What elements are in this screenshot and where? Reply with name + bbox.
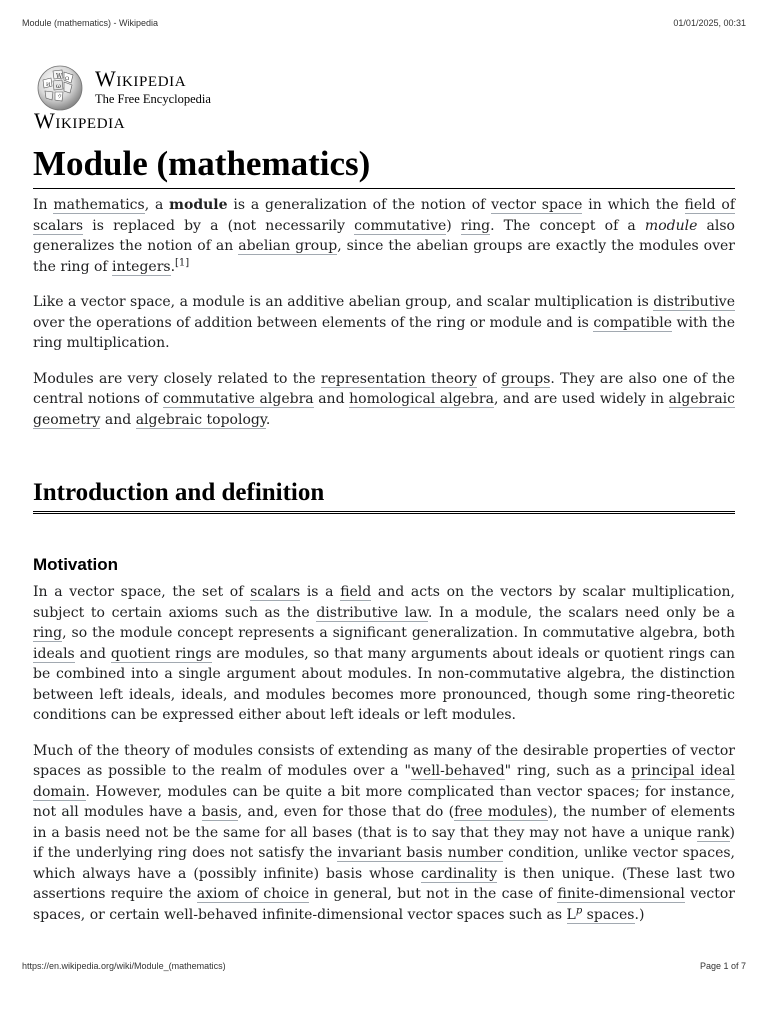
article-content: [33, 142, 735, 940]
print-datetime: 01/01/2025, 00:31: [673, 18, 746, 28]
link-lp-spaces[interactable]: $L^p$ spaces: [566, 904, 635, 923]
link-commutative[interactable]: commutative: [354, 217, 447, 234]
print-header: [22, 18, 746, 28]
link-commutative-algebra[interactable]: commutative algebra: [162, 391, 314, 407]
page-title: Module (mathematics): [33, 142, 735, 189]
lead-paragraph-3: Modules are very closely related to the representation theory of groups. They are also one of the central notions of commutative algebra and homological algebra, and are used widely in algebraic geometry and algebraic topology.: [33, 370, 735, 428]
link-quotient-rings[interactable]: quotient rings: [110, 645, 212, 662]
link-distributive[interactable]: distributive: [653, 294, 735, 310]
link-mathematics[interactable]: mathematics: [53, 197, 145, 213]
link-basis[interactable]: basis: [201, 804, 238, 820]
svg-text:W: W: [56, 73, 63, 80]
link-finite-dimensional[interactable]: finite-dimensional: [557, 886, 685, 902]
link-compatible[interactable]: compatible: [593, 314, 673, 331]
link-abelian-group[interactable]: abelian group: [238, 238, 338, 254]
link-groups[interactable]: groups: [501, 370, 551, 387]
svg-text:И: И: [46, 82, 51, 88]
italic-term-module: module: [644, 217, 698, 234]
wikipedia-tagline: The Free Encyclopedia: [95, 92, 211, 107]
link-vector-space[interactable]: vector space: [491, 197, 583, 213]
print-url: https://en.wikipedia.org/wiki/Module_(mathematics): [22, 961, 226, 971]
link-algebraic-geometry[interactable]: algebraic geometry: [33, 391, 735, 428]
link-field[interactable]: field: [340, 584, 372, 600]
wikipedia-globe-icon: [33, 62, 89, 112]
link-axiom-of-choice[interactable]: axiom of choice: [196, 886, 310, 902]
motivation-paragraph-2: Much of the theory of modules consists of extending as many of the desirable properties of vector spaces as possible to the realm of modules over a "well-behaved" ring, such as a principal ideal domain. However, modules can be quite a bit more complicated than vector spaces; for instance, not all modules have a basis, and, even for those that do (free modules), the number of elements in a basis need not be the same for all bases (that is to say that they may not have a unique rank) if the underlying ring does not satisfy the invariant basis number condition, unlike vector spaces, which always have a (possibly infinite) basis whose cardinality is then unique. (These last two assertions require the axiom of choice in general, but not in the case of finite-dimensional vector spaces, or certain well-behaved infinite-dimensional vector spaces such as $L^p$ spaces.): [33, 742, 736, 923]
wikipedia-wordmark: Wikipedia: [95, 66, 187, 92]
link-distributive-law[interactable]: distributive law: [316, 604, 428, 621]
wikipedia-wordmark-secondary: Wikipedia: [34, 108, 126, 133]
svg-text:ウ: ウ: [57, 94, 63, 100]
link-well-behaved[interactable]: well-behaved: [410, 763, 505, 779]
link-invariant-basis-number[interactable]: invariant basis number: [337, 845, 503, 861]
lead-paragraph-2: Like a vector space, a module is an additive abelian group, and scalar multiplication is distributive over the operations of addition between elements of the ring or module and is compatible with the ring multiplication.: [33, 294, 735, 351]
link-field-of-scalars[interactable]: field of scalars: [33, 197, 736, 234]
wikipedia-logo[interactable]: [33, 62, 333, 134]
print-page-title: Module (mathematics) - Wikipedia: [22, 18, 159, 28]
link-integers[interactable]: integers: [112, 258, 171, 275]
section-heading-introduction: Introduction and definition: [33, 476, 735, 514]
link-homological-algebra[interactable]: homological algebra: [349, 391, 494, 407]
subsection-heading-motivation: Motivation: [33, 555, 118, 574]
link-algebraic-topology[interactable]: algebraic topology: [135, 411, 266, 428]
link-cardinality[interactable]: cardinality: [420, 865, 498, 882]
link-ideals[interactable]: ideals: [33, 645, 75, 662]
lead-paragraph-1: In mathematics, a module is a generalization of the notion of vector space in which the field of scalars is replaced by a (not necessarily commutative) ring. The concept of a module also generalizes the notion of an abelian group, since the abelian groups are exactly the modules over the ring of integers.[1]: [33, 197, 736, 275]
link-ring-2[interactable]: ring: [33, 625, 63, 641]
motivation-paragraph-1: In a vector space, the set of scalars is a field and acts on the vectors by scalar multiplication, subject to certain axioms such as the distributive law. In a module, the scalars need only be a ring, so the module concept represents a significant generalization. In commutative algebra, both ideals and quotient rings are modules, so that many arguments about ideals or quotient rings can be combined into a single argument about modules. In non-commutative algebra, the distinction between left ideals, ideals, and modules becomes more pronounced, though some ring-theoretic conditions can be expressed either about left ideals or left modules.: [33, 584, 736, 723]
print-footer: [22, 961, 746, 971]
link-representation-theory[interactable]: representation theory: [320, 370, 478, 387]
link-ring[interactable]: ring: [460, 217, 491, 234]
svg-text:ω: ω: [56, 83, 61, 90]
svg-text:Ω: Ω: [65, 76, 70, 82]
bold-term-module: module: [169, 197, 228, 213]
reference-1[interactable]: [1]: [175, 256, 190, 268]
link-scalars[interactable]: scalars: [250, 584, 301, 600]
link-rank[interactable]: rank: [696, 824, 730, 841]
print-page-number: Page 1 of 7: [699, 961, 746, 971]
link-free-modules[interactable]: free modules: [454, 804, 548, 820]
link-principal-ideal-domain[interactable]: principal ideal domain: [33, 763, 735, 800]
